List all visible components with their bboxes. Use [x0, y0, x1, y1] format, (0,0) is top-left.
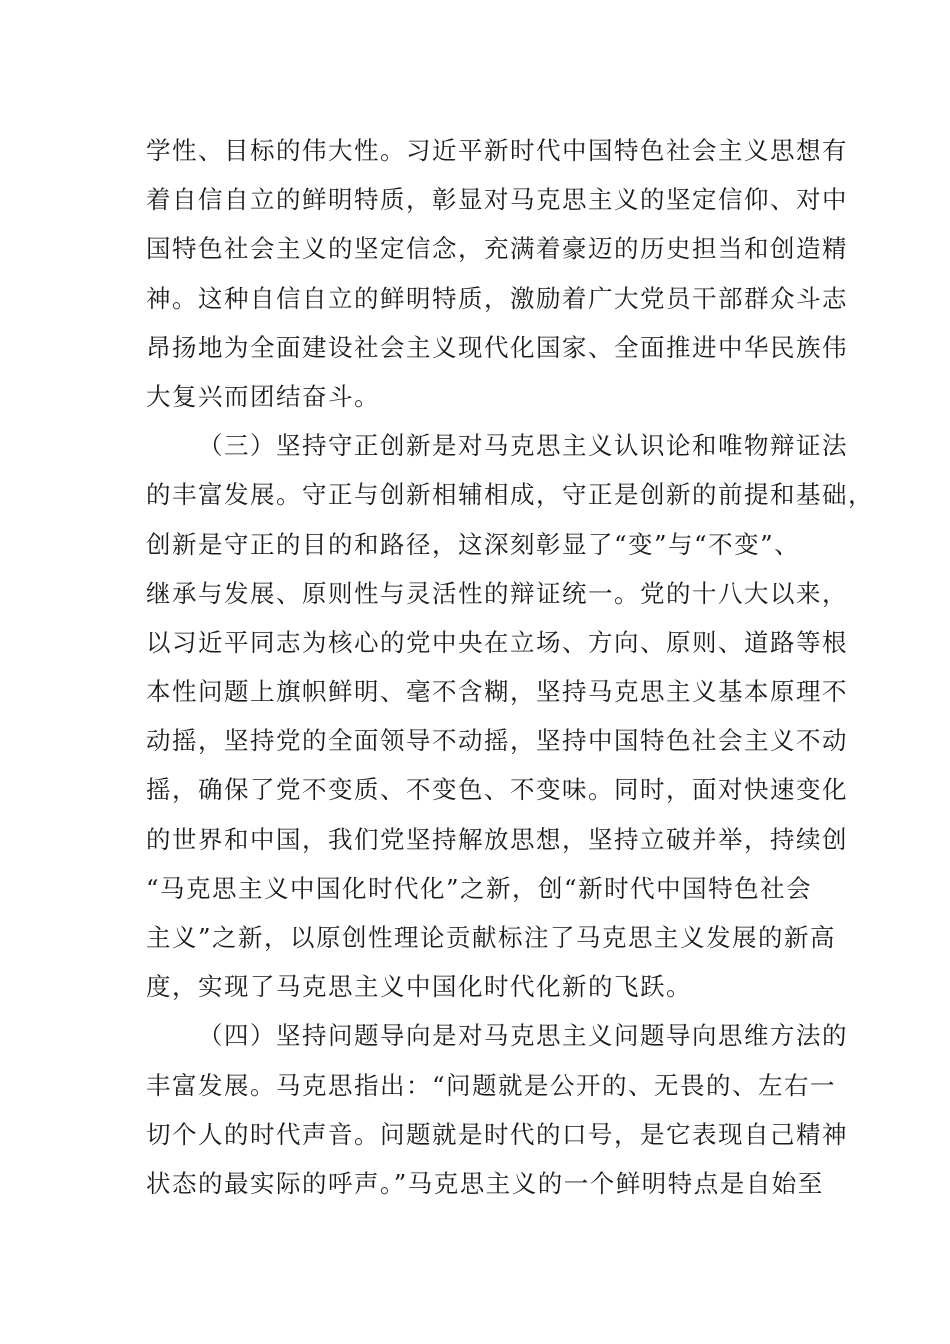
text-line: 着自信自立的鲜明特质，彰显对马克思主义的坚定信仰、对中	[146, 185, 848, 215]
text-line: 国特色社会主义的坚定信念，充满着豪迈的历史担当和创造精	[146, 234, 848, 264]
text-line: 本性问题上旗帜鲜明、毫不含糊，坚持马克思主义基本原理不	[146, 677, 848, 707]
text-line: 昂扬地为全面建设社会主义现代化国家、全面推进中华民族伟	[146, 332, 848, 362]
document-body	[146, 126, 874, 1208]
paragraph-1	[146, 126, 848, 421]
text-line: 摇，确保了党不变质、不变色、不变味。同时，面对快速变化	[146, 775, 848, 805]
text-line: 创新是守正的目的和路径，这深刻彰显了“变”与“不变”、	[146, 529, 801, 559]
text-line: 神。这种自信自立的鲜明特质，激励着广大党员干部群众斗志	[146, 283, 848, 313]
text-line: 主义”之新，以原创性理论贡献标注了马克思主义发展的新高	[146, 923, 837, 952]
text-line: 切个人的时代声音。问题就是时代的口号，是它表现自己精神	[146, 1119, 848, 1149]
paragraph-2	[146, 421, 874, 1011]
text-line: 的世界和中国，我们党坚持解放思想，坚持立破并举，持续创	[146, 824, 848, 854]
text-line: “马克思主义中国化时代化”之新，创“新时代中国特色社会	[146, 873, 813, 903]
text-line: 状态的最实际的呼声。”马克思主义的一个鲜明特点是自始至	[146, 1168, 824, 1198]
text-line: 大复兴而团结奋斗。	[146, 381, 380, 411]
text-line: 继承与发展、原则性与灵活性的辩证统一。党的十八大以来，	[146, 578, 848, 608]
text-line: 度，实现了马克思主义中国化时代化新的飞跃。	[146, 972, 692, 1002]
paragraph-3	[146, 1011, 848, 1208]
text-line-heading: （四）坚持问题导向是对马克思主义问题导向思维方法的	[198, 1021, 848, 1051]
text-line: 丰富发展。马克思指出：“问题就是公开的、无畏的、左右一	[146, 1070, 837, 1100]
text-line-heading: （三）坚持守正创新是对马克思主义认识论和唯物辩证法	[198, 431, 848, 461]
text-line: 学性、目标的伟大性。习近平新时代中国特色社会主义思想有	[146, 136, 848, 165]
text-line: 的丰富发展。守正与创新相辅相成，守正是创新的前提和基础，	[146, 480, 874, 510]
text-line: 以习近平同志为核心的党中央在立场、方向、原则、道路等根	[146, 627, 848, 657]
text-line: 动摇，坚持党的全面领导不动摇，坚持中国特色社会主义不动	[146, 726, 848, 756]
